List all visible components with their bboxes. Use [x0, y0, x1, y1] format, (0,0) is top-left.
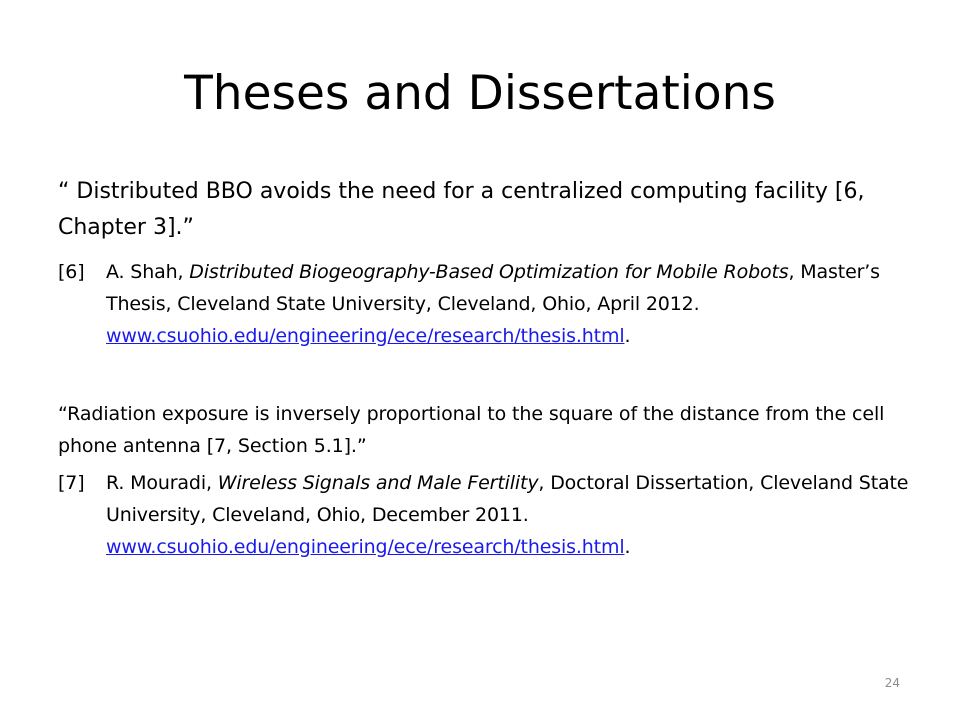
reference-6-details: , Master’s Thesis, Cleveland State University, Cleveland, Ohio, April 2012. [106, 261, 880, 315]
reference-7-body [106, 467, 926, 563]
reference-6-title: Distributed Biogeography-Based Optimization for Mobile Robots [189, 261, 789, 283]
reference-7-number: [7] [58, 472, 85, 494]
quote-radiation-exposure: “Radiation exposure is inversely proportional to the square of the distance from the cell phone antenna [7, Section 5.1].” [58, 403, 885, 457]
reference-7 [58, 467, 918, 563]
reference-7-title: Wireless Signals and Male Fertility [217, 472, 539, 494]
reference-6-link[interactable]: www.csuohio.edu/engineering/ece/research/thesis.html [106, 325, 625, 347]
page-number: 24 [884, 676, 900, 690]
reference-7-end: . [624, 536, 631, 558]
reference-7-details: , Doctoral Dissertation, Cleveland State University, Cleveland, Ohio, December 2011. [106, 472, 909, 526]
reference-6-body [106, 256, 926, 352]
reference-6-author: A. Shah, [106, 261, 190, 283]
reference-6-end: . [624, 325, 631, 347]
reference-7-author: R. Mouradi, [106, 472, 218, 494]
reference-6-number: [6] [58, 261, 85, 283]
reference-7-link[interactable]: www.csuohio.edu/engineering/ece/research/thesis.html [106, 536, 625, 558]
quote-distributed-bbo: “ Distributed BBO avoids the need for a centralized computing facility [6, Chapter 3].” [58, 179, 865, 240]
reference-6 [58, 256, 918, 352]
slide-title: Theses and Dissertations [184, 66, 776, 121]
